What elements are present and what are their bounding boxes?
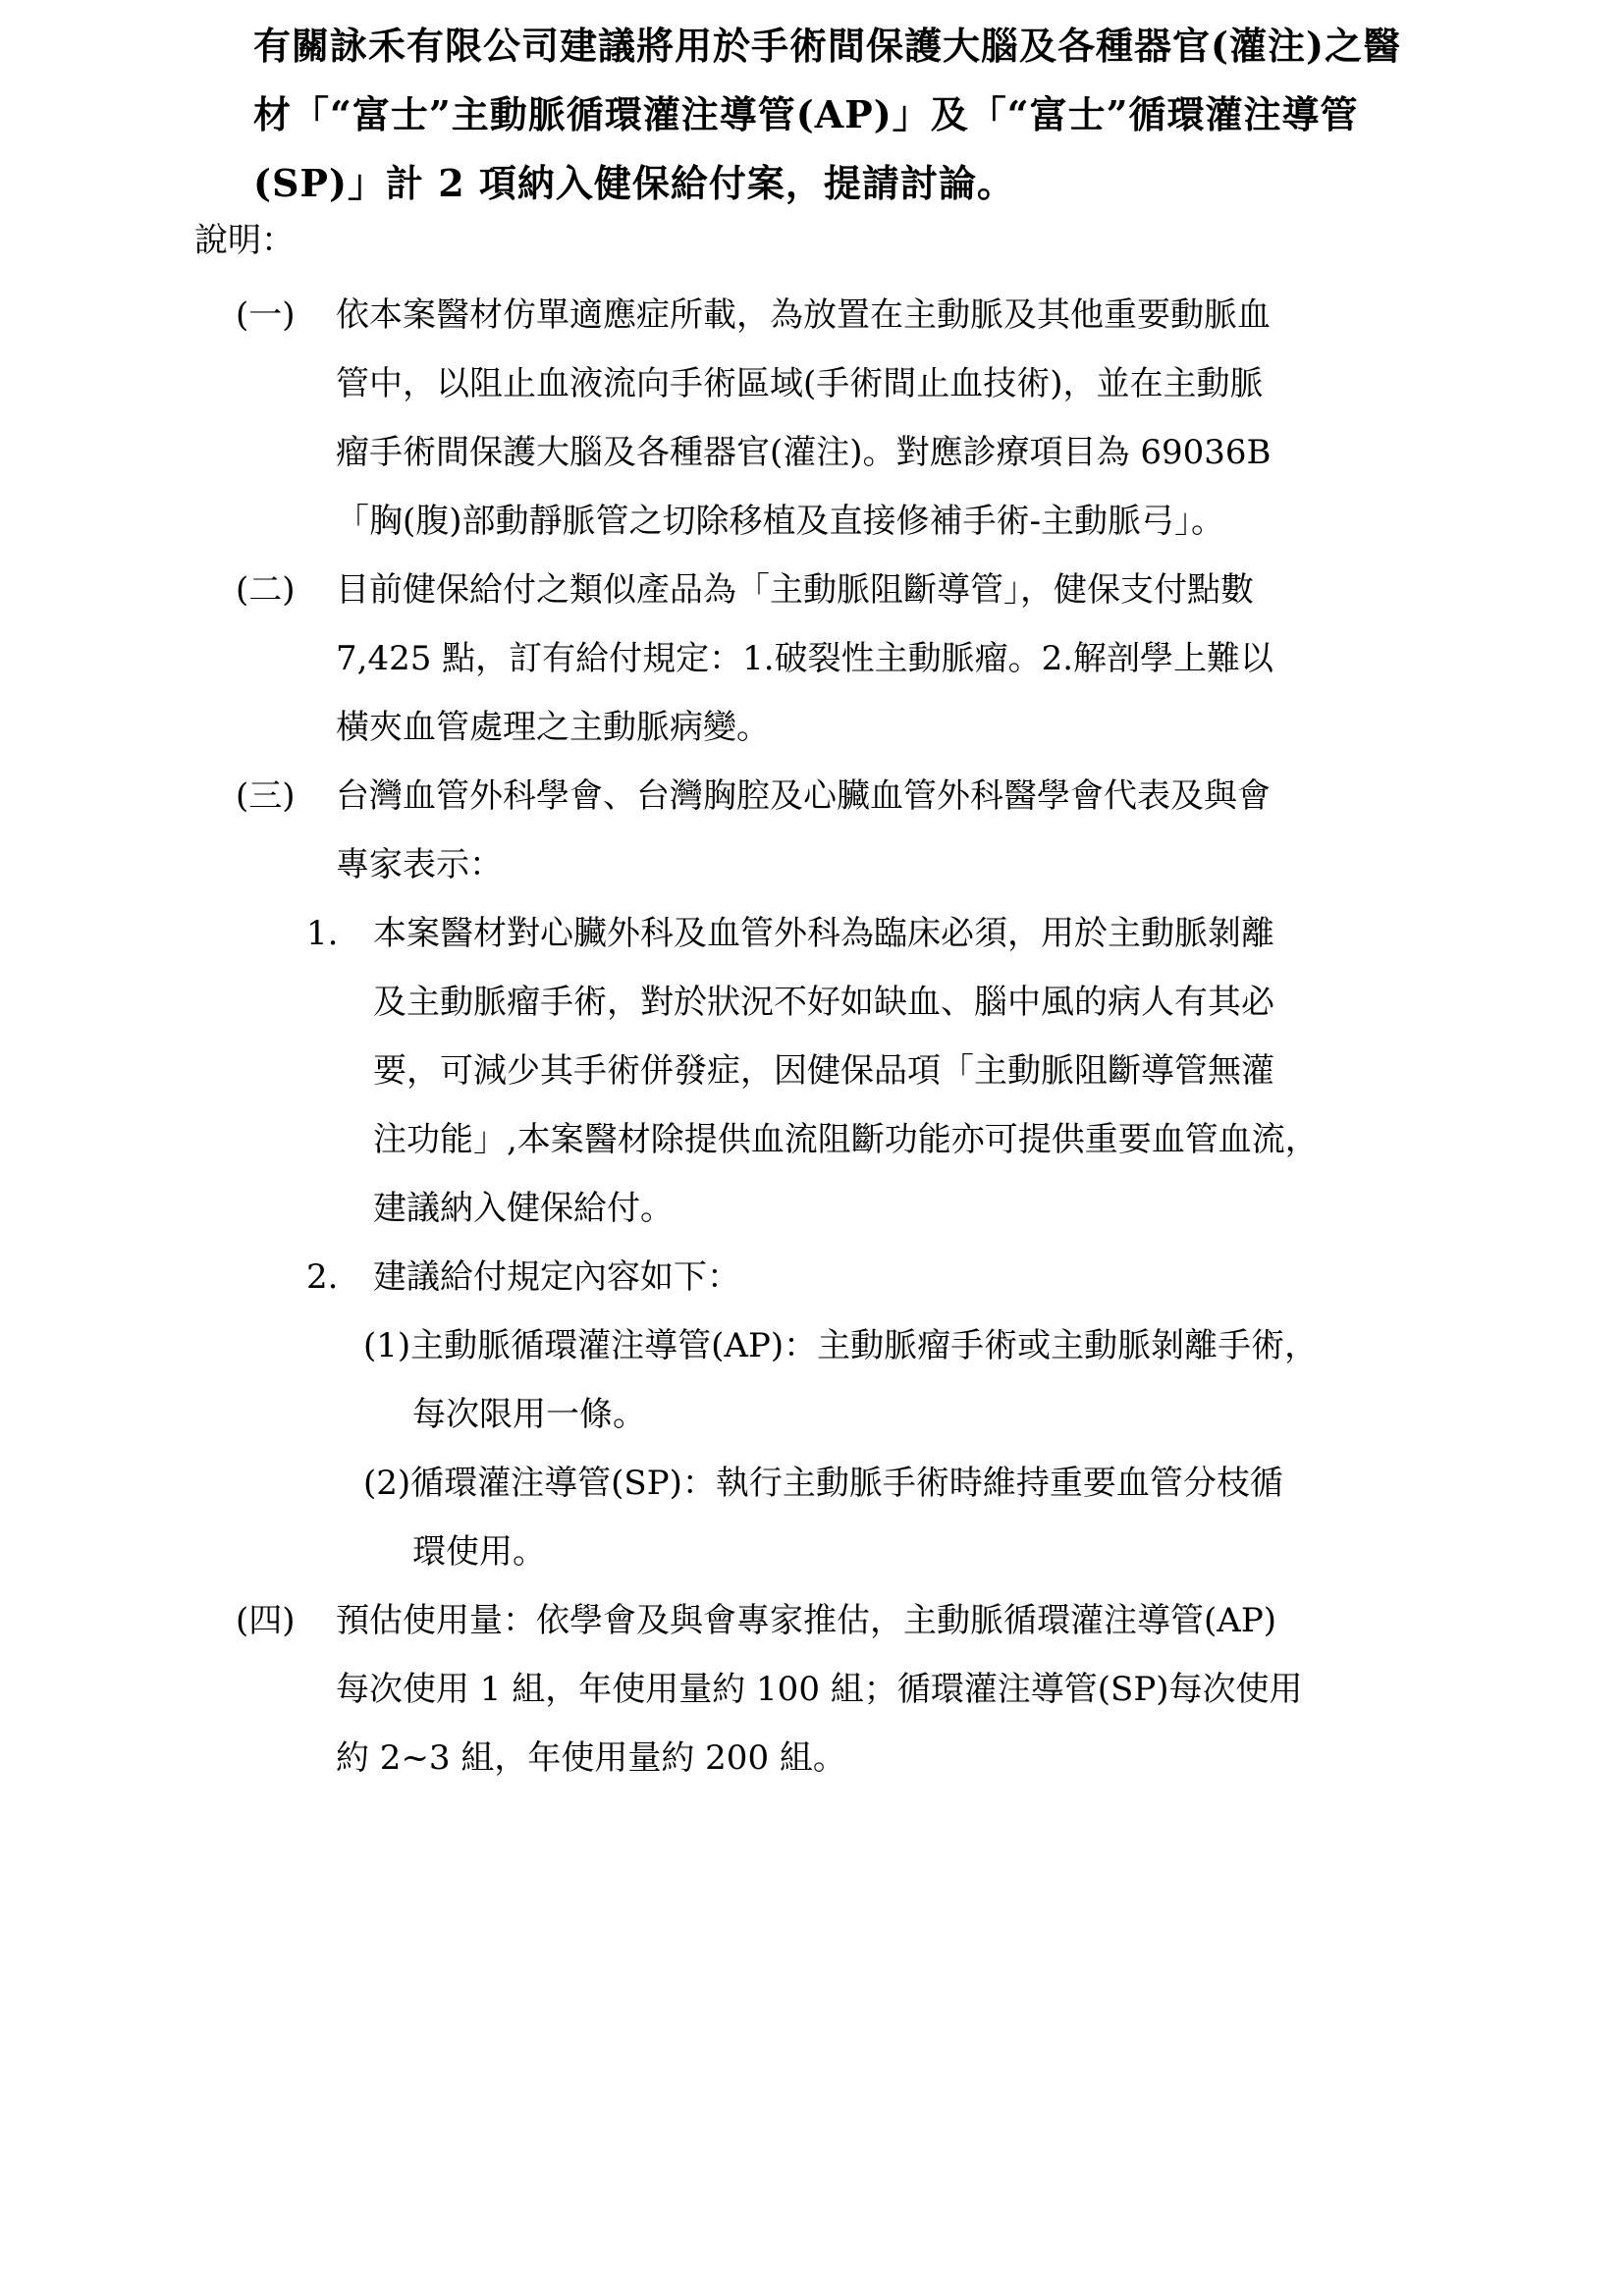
title-line-1: 有關詠禾有限公司建議將用於手術間保護大腦及各種器官(灌注)之醫	[253, 24, 1401, 68]
sub-item-line: 及主動脈瘤手術，對於狀況不好如缺血、腦中風的病人有其必	[373, 983, 1274, 1022]
item-line: 專家表示：	[336, 845, 503, 884]
explanation-label: 說明：	[194, 221, 295, 260]
sub-sub-item-2	[363, 1449, 1283, 1586]
item-line: 目前健保給付之類似產品為「主動脈阻斷導管」，健保支付點數	[336, 570, 1254, 610]
item-body	[336, 556, 1273, 762]
item-line: 依本案醫材仿單適應症所載，為放置在主動脈及其他重要動脈血	[336, 295, 1271, 335]
sub-sub-item-1	[363, 1311, 1318, 1449]
sub-item-number: 1.	[306, 914, 339, 953]
item-line: 台灣血管外科學會、台灣胸腔及心臟血管外科醫學會代表及與會	[336, 776, 1271, 816]
sub-item-line: 要，可減少其手術併發症，因健保品項「主動脈阻斷導管無灌	[373, 1051, 1274, 1091]
sub-sub-item-line: (1)主動脈循環灌注導管(AP)：主動脈瘤手術或主動脈剝離手術，	[363, 1326, 1319, 1365]
title-line-3: (SP)」計 2 項納入健保給付案，提請討論。	[253, 161, 1015, 205]
sub-item-number: 2.	[306, 1257, 339, 1297]
item-number: (一)	[236, 295, 296, 335]
item-line: 瘤手術間保護大腦及各種器官(灌注)。對應診療項目為 69036B	[336, 433, 1272, 472]
item-number: (三)	[236, 776, 296, 816]
sub-item-line: 本案醫材對心臟外科及血管外科為臨床必須，用於主動脈剝離	[373, 914, 1274, 953]
item-line: 7,425 點，訂有給付規定：1.破裂性主動脈瘤。2.解剖學上難以	[336, 639, 1274, 678]
item-number: (四)	[236, 1601, 296, 1640]
item-line: 橫夾血管處理之主動脈病變。	[336, 708, 770, 747]
item-body	[336, 762, 1271, 899]
item-body	[336, 281, 1271, 556]
sub-item-body	[373, 1243, 740, 1311]
item-line: 每次使用 1 組，年使用量約 100 組；循環灌注導管(SP)每次使用	[336, 1670, 1303, 1709]
sub-item-line: 建議納入健保給付。	[373, 1189, 674, 1228]
item-line: 約 2~3 組，年使用量約 200 組。	[336, 1738, 846, 1778]
item-line: 預估使用量：依學會及與會專家推估，主動脈循環灌注導管(AP)	[336, 1601, 1276, 1640]
item-number: (二)	[236, 570, 296, 610]
title-line-2: 材「“富士”主動脈循環灌注導管(AP)」及「“富士”循環灌注導管	[253, 92, 1359, 136]
sub-item-line: 注功能」,本案醫材除提供血流阻斷功能亦可提供重要血管血流，	[373, 1120, 1319, 1159]
sub-item-line: 建議給付規定內容如下：	[373, 1257, 740, 1297]
sub-sub-item-line: (2)循環灌注導管(SP)：執行主動脈手術時維持重要血管分枝循	[363, 1464, 1283, 1503]
item-line: 「胸(腹)部動靜脈管之切除移植及直接修補手術-主動脈弓」。	[336, 502, 1225, 541]
sub-sub-item-line: 每次限用一條。	[412, 1395, 646, 1434]
item-body	[336, 1586, 1302, 1792]
document-title	[253, 12, 1432, 218]
sub-item-body	[373, 899, 1319, 1243]
sub-sub-item-line: 環使用。	[412, 1532, 546, 1572]
item-line: 管中，以阻止血液流向手術區域(手術間止血技術)，並在主動脈	[336, 364, 1264, 403]
